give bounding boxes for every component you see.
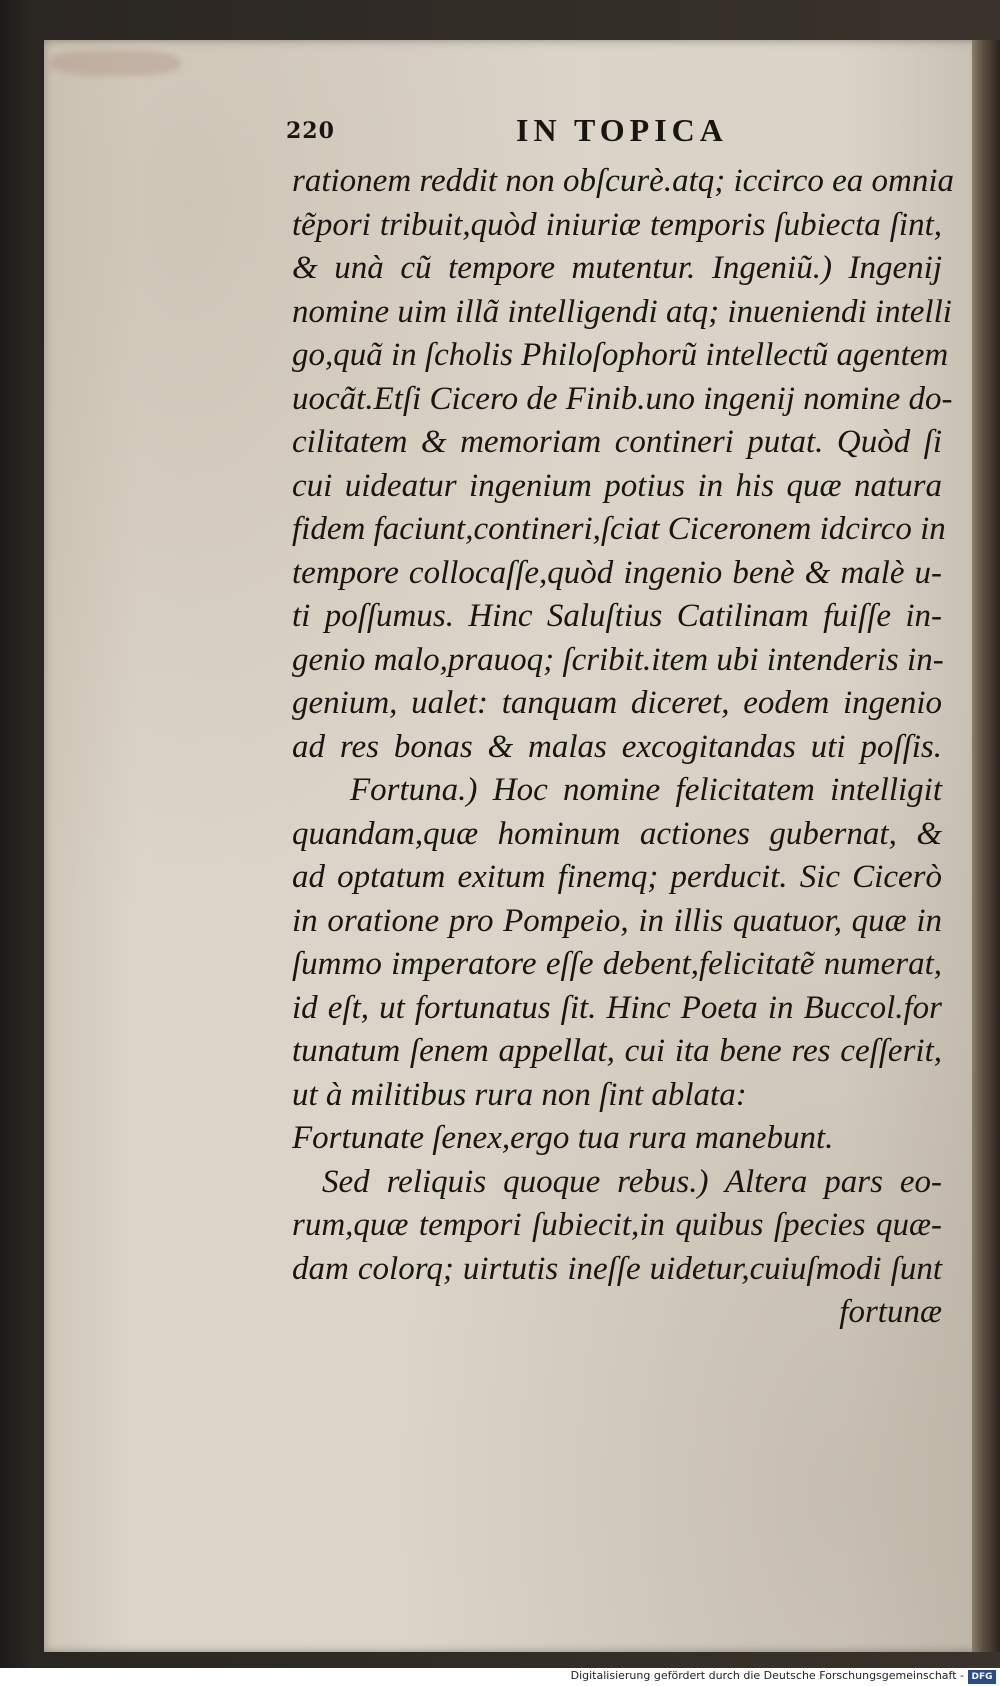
digitization-credit: Digitalisierung gefördert durch die Deutsche Forschungsgemeinschaft -: [570, 1669, 964, 1682]
page-header: [286, 112, 756, 156]
text-line-1: rationem reddit non obſcurè.atq; iccirco ea omnia: [292, 163, 955, 199]
text-line-6: uocãt.Etſi Cicero de Finib.uno ingenij nomine do-: [292, 380, 953, 417]
text-line-19: ſummo imperatore eſſe debent,felicitatẽ numerat,: [292, 946, 942, 982]
text-line-2: tẽpori tribuit,quòd iniuriæ temporis ſubiecta ſint,: [292, 206, 942, 243]
text-line-16: quandam,quæ hominum actiones gubernat, &: [292, 815, 942, 852]
text-line-9: fidem faciunt,contineri,ſciat Ciceronem idcirco in: [292, 511, 946, 547]
text-line-21: tunatum ſenem appellat, cui ita bene res ceſſerit,: [292, 1033, 942, 1069]
text-line-24: Sed reliquis quoque rebus.) Altera pars eo-: [322, 1163, 942, 1200]
catchword: fortunæ: [839, 1294, 942, 1330]
text-line-17: ad optatum exitum finemq; perducit. Sic Cicerò: [292, 859, 942, 895]
page-stain: [50, 50, 180, 76]
dfg-logo: DFG: [968, 1670, 996, 1684]
text-line-25: rum,quæ tempori ſubiecit,in quibus ſpecies quæ-: [292, 1207, 942, 1243]
text-line-7: cilitatem & memoriam contineri putat. Quòd ſi: [292, 424, 942, 460]
text-line-3: & unà cũ tempore mutentur. Ingeniũ.) Ingenij: [292, 250, 942, 286]
body-text: [292, 160, 955, 1335]
text-line-18: in oratione pro Pompeio, in illis quatuor, quæ in: [292, 902, 942, 939]
page-number: 220: [286, 118, 335, 144]
text-line-26: dam colorq; uirtutis ineſſe uidetur,cuiuſmodi ſunt: [292, 1250, 942, 1287]
text-line-22: ut à militibus rura non ſint ablata:: [292, 1076, 747, 1113]
text-line-13: genium, ualet: tanquam diceret, eodem ingenio: [292, 685, 942, 721]
footer-bar: [0, 1668, 1000, 1686]
page-edge: [972, 40, 1000, 1652]
text-line-15: Fortuna.) Hoc nomine felicitatem intelligit: [350, 772, 942, 808]
text-line-5: go,quã in ſcholis Philoſophorũ intellectũ agentem: [292, 337, 949, 373]
verse-line: Fortunate ſenex,ergo tua rura manebunt.: [292, 1120, 834, 1156]
text-line-14: ad res bonas & malas excogitandas uti poſſis.: [292, 728, 942, 765]
text-line-11: ti poſſumus. Hinc Saluſtius Catilinam fuiſſe in-: [292, 598, 942, 634]
text-line-4: nomine uim illã intelligendi atq; inueniendi intelli: [292, 293, 952, 330]
text-line-8: cui uideatur ingenium potius in his quæ natura: [292, 467, 942, 504]
text-line-12: genio malo,prauoq; ſcribit.item ubi intenderis in-: [292, 641, 944, 678]
text-line-10: tempore collocaſſe,quòd ingenio benè & malè u-: [292, 554, 942, 591]
running-title: IN TOPICA: [516, 112, 728, 148]
text-line-20: id eſt, ut fortunatus ſit. Hinc Poeta in Buccol.for: [292, 989, 942, 1026]
